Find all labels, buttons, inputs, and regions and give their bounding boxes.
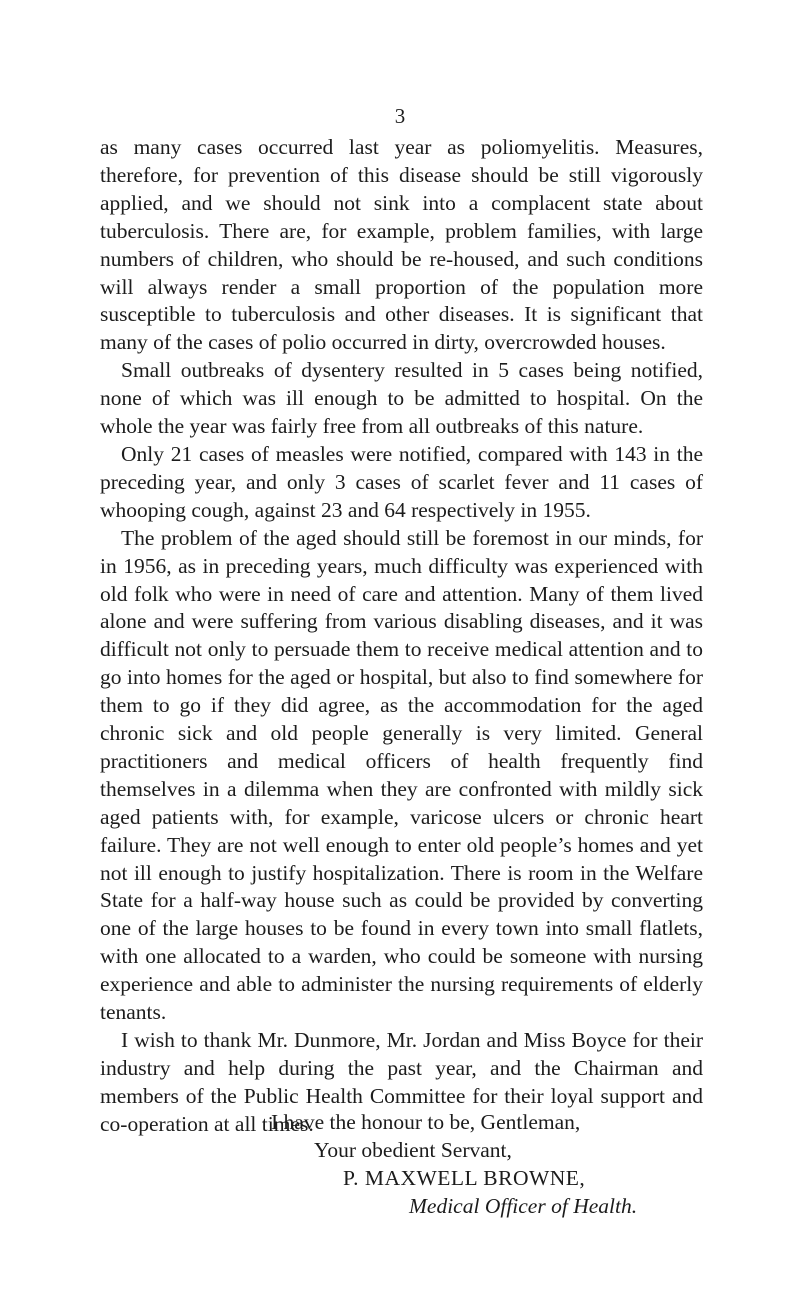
closing-salutation: I have the honour to be, Gentleman, — [271, 1110, 581, 1134]
page-number: 3 — [394, 104, 406, 128]
signature-name: P. MAXWELL BROWNE, — [343, 1166, 586, 1190]
paragraph-poliomyelitis-tuberculosis: as many cases occurred last year as poliomyelitis. Measures, therefore, for prevention of this disease should be still vigorously applied, and we should not sink into a complacent state about tuberculosis. There are, for example, problem families, with large numbers of children, who should be re-housed, and such conditions will always render a small proportion of the population more susceptible to tuberculosis and other diseases. It is significant that many of the cases of polio occurred in dirty, overcrowded houses. — [100, 135, 703, 355]
letter-body — [100, 134, 703, 1139]
paragraph-measles-scarlet-fever: Only 21 cases of measles were notified, compared with 143 in the preceding year, and only 3 cases of scarlet fever and 11 cases of whooping cough, against 23 and 64 respectively in 1955. — [100, 441, 703, 522]
paragraph-acknowledgements: I wish to thank Mr. Dunmore, Mr. Jordan and Miss Boyce for their industry and help during the past year, and the Chairman and members of the Public Health Committee for their loyal support and co-operation at all times. — [100, 1028, 703, 1136]
paragraph-dysentery: Small outbreaks of dysentery resulted in 5 cases being notified, none of which was ill enough to be admitted to hospital. On the whole the year was fairly free from all outbreaks of this nature. — [100, 358, 703, 439]
paragraph-aged-care: The problem of the aged should still be foremost in our minds, for in 1956, as in preceding years, much difficulty was experienced with old folk who were in need of care and attention. Many of them lived alone and were suffering from various disabling diseases, and it was difficult not only to persuade them to receive medical attention and to go into homes for the aged or hospital, but also to find somewhere for them to go if they did agree, as the accommodation for the aged chronic sick and old people generally is very limited. General practitioners and medical officers of health frequently find themselves in a dilemma when they are confronted with mildly sick aged patients with, for example, varicose ulcers or chronic heart failure. They are not well enough to enter old people’s homes and yet not ill enough to justify hospitalization. There is room in the Welfare State for a half-way house such as could be provided by converting one of the large houses to be found in every town into small flatlets, with one allocated to a warden, who could be someone with nursing experience and able to administer the nursing requirements of elderly tenants. — [100, 525, 703, 1025]
signature-title: Medical Officer of Health. — [409, 1194, 638, 1218]
closing-obedient-servant: Your obedient Servant, — [314, 1138, 512, 1162]
